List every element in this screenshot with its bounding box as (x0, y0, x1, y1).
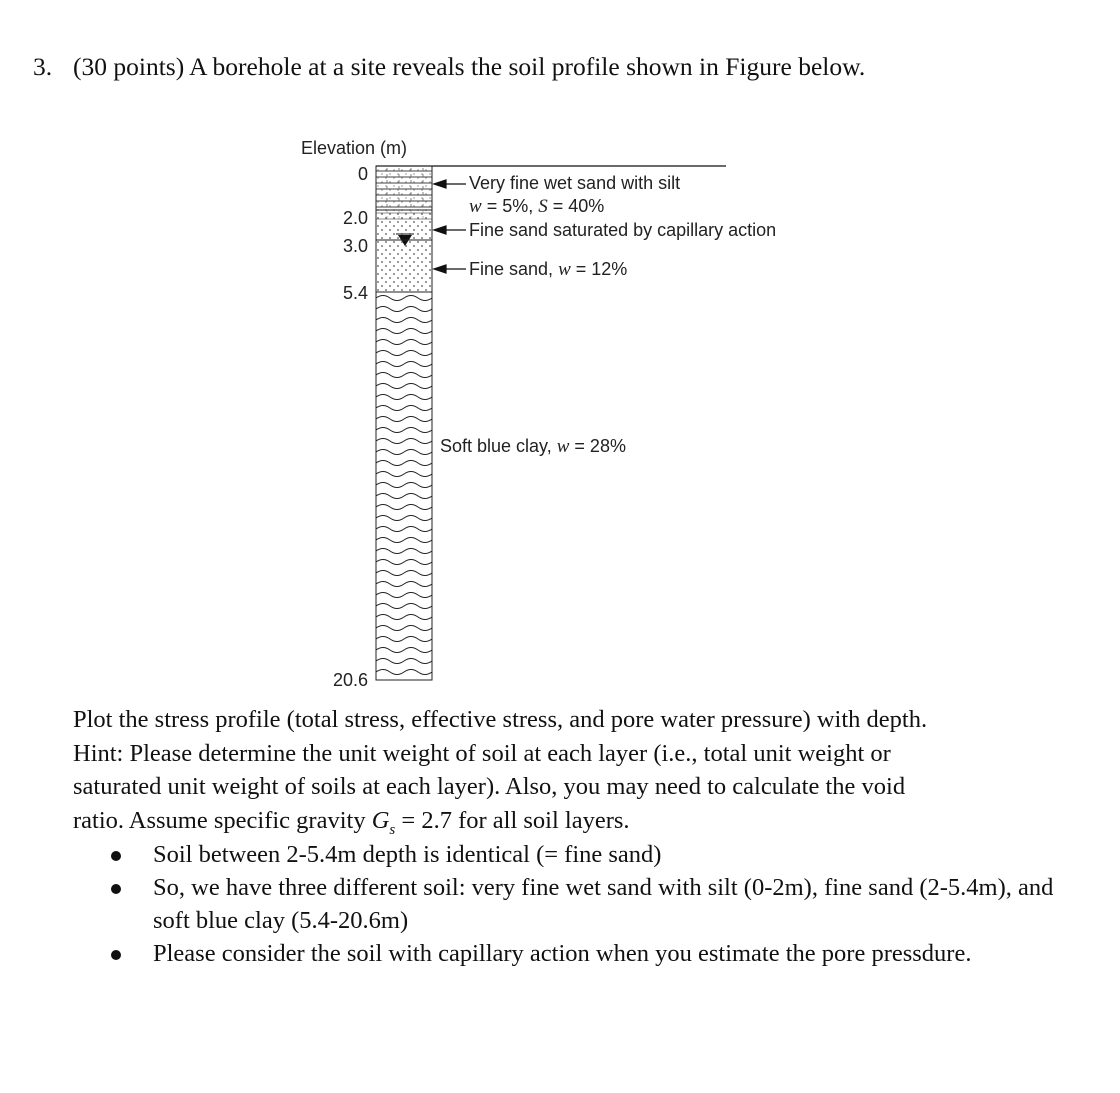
arrow-capillary (434, 226, 466, 234)
symbol-S: S (538, 196, 548, 217)
annotation-clay: Soft blue clay, w = 28% (440, 436, 626, 457)
elevation-axis-title: Elevation (m) (301, 138, 408, 158)
annotation-fine-sand: Fine sand, w = 12% (469, 259, 628, 280)
symbol-w: w (469, 196, 482, 217)
arrow-very-fine-sand (434, 180, 466, 188)
question-text: (30 points) A borehole at a site reveals the soil profile shown in Figure below. (73, 52, 866, 81)
annotation-very-fine-sand-props: w = 5%, S = 40% (469, 196, 605, 217)
question-number: 3. (33, 52, 53, 81)
elevation-label-0: 0 (357, 164, 368, 184)
body-line-3: saturated unit weight of soils at each layer). Also, you may need to calculate the void (73, 773, 906, 800)
annotation-capillary: Fine sand saturated by capillary action (469, 220, 777, 240)
elevation-label-2: 2.0 (342, 208, 368, 228)
problem-body (73, 703, 1073, 847)
body-line-1: Plot the stress profile (total stress, effective stress, and pore water pressure) with depth. (73, 706, 928, 733)
elevation-label-3: 3.0 (342, 236, 368, 256)
body-line-2: Hint: Please determine the unit weight of soil at each layer (i.e., total unit weight or (73, 739, 891, 767)
bullet-item: So, we have three different soil: very fine wet sand with silt (0-2m), fine sand (2-5.4m), and soft blue clay (5.4-20.6m) (107, 871, 1067, 937)
bullet-item: Soil between 2-5.4m depth is identical (= fine sand) (107, 838, 1067, 871)
bullet-dot-icon (111, 851, 121, 861)
layer-fine-sand (376, 240, 432, 292)
body-line-4: ratio. Assume specific gravity $G_s = 2.7$ for all soil layers. (73, 806, 630, 838)
bullet-dot-icon (111, 950, 121, 960)
elevation-label-5-4: 5.4 (342, 283, 368, 303)
bullet-dot-icon (111, 884, 121, 894)
arrow-fine-sand (434, 265, 466, 273)
elevation-label-20-6: 20.6 (332, 670, 368, 690)
bullet-item: Please consider the soil with capillary action when you estimate the pore pressdure. (107, 937, 1067, 970)
bullet-list (107, 838, 1067, 970)
layer-soft-blue-clay (376, 292, 432, 680)
annotation-very-fine-sand: Very fine wet sand with silt (469, 173, 681, 193)
